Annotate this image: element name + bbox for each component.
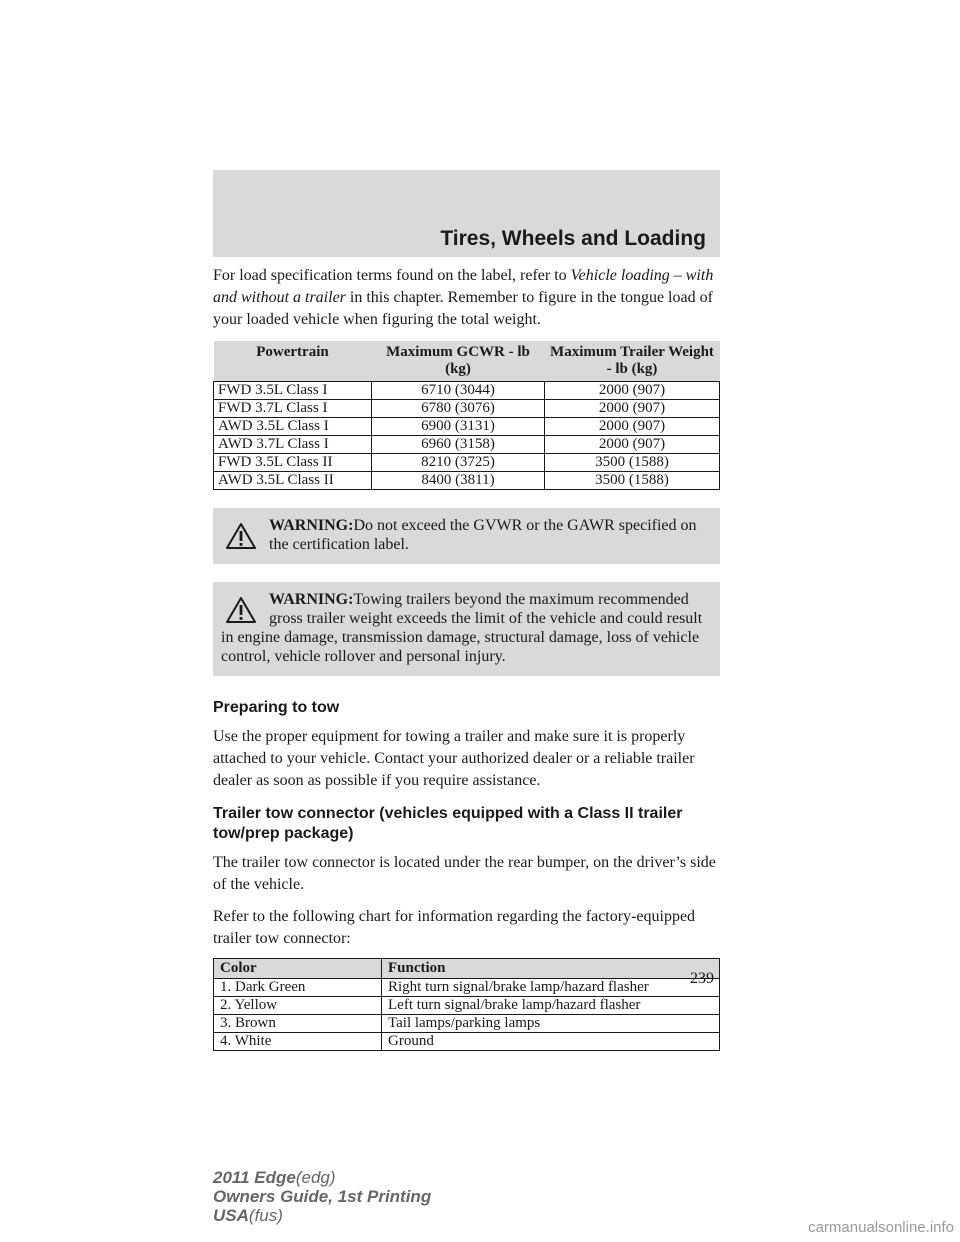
- cell-trailer-weight: 2000 (907): [545, 400, 720, 418]
- towing-spec-table: [213, 341, 720, 490]
- cell-powertrain: AWD 3.7L Class I: [214, 436, 372, 454]
- cell-trailer-weight: 2000 (907): [545, 436, 720, 454]
- connector-paragraph-1: The trailer tow connector is located under the rear bumper, on the driver’s side of the vehicle.: [213, 854, 716, 893]
- cell-powertrain: AWD 3.5L Class II: [214, 472, 372, 490]
- intro-reference: Vehicle loading – with and without a trailer: [213, 267, 714, 306]
- warning-triangle-icon: [225, 596, 257, 624]
- page-content: [213, 265, 720, 1051]
- cell-gcwr: 6780 (3076): [372, 400, 545, 418]
- col-header-gcwr: Maximum GCWR - lb (kg): [372, 341, 545, 382]
- table-row: [214, 1033, 720, 1051]
- watermark: carmanualsonline.info: [808, 1219, 954, 1236]
- footer-model-code: (edg): [295, 1168, 336, 1187]
- warning-text: Do not exceed the GVWR or the GAWR specified on the certification label.: [269, 517, 697, 553]
- table-row: [214, 454, 720, 472]
- cell-trailer-weight: 3500 (1588): [545, 472, 720, 490]
- table-row: [214, 400, 720, 418]
- intro-paragraph: [213, 265, 720, 331]
- cell-color: 1. Dark Green: [214, 979, 382, 997]
- cell-color: 4. White: [214, 1033, 382, 1051]
- intro-text-2: in this chapter. Remember to figure in the tongue load of your loaded vehicle when figuring the total weight.: [213, 289, 713, 328]
- cell-powertrain: AWD 3.5L Class I: [214, 418, 372, 436]
- table-row: [214, 436, 720, 454]
- cell-function: Tail lamps/parking lamps: [382, 1015, 720, 1033]
- cell-gcwr: 8210 (3725): [372, 454, 545, 472]
- cell-function: Left turn signal/brake lamp/hazard flasher: [382, 997, 720, 1015]
- heading-preparing-to-tow: Preparing to tow: [213, 699, 340, 716]
- warning-text: Towing trailers beyond the maximum recommended gross trailer weight exceeds the limit of the vehicle and could result in engine damage, transmission damage, structural damage, loss of vehicle control, vehicle rollover and personal injury.: [221, 591, 703, 665]
- cell-powertrain: FWD 3.5L Class II: [214, 454, 372, 472]
- cell-trailer-weight: 2000 (907): [545, 382, 720, 400]
- connector-color-table: [213, 958, 720, 1051]
- table-row: [214, 1015, 720, 1033]
- col-header-trailer-weight: Maximum Trailer Weight - lb (kg): [545, 341, 720, 382]
- cell-function: Right turn signal/brake lamp/hazard flasher: [382, 979, 720, 997]
- table-row: [214, 979, 720, 997]
- warning-label: WARNING:: [269, 591, 354, 608]
- print-footer: [213, 1168, 431, 1225]
- table-row: [214, 382, 720, 400]
- cell-color: 3. Brown: [214, 1015, 382, 1033]
- cell-function: Ground: [382, 1033, 720, 1051]
- cell-gcwr: 6900 (3131): [372, 418, 545, 436]
- cell-powertrain: FWD 3.5L Class I: [214, 382, 372, 400]
- warning-triangle-icon: [225, 522, 257, 550]
- cell-powertrain: FWD 3.7L Class I: [214, 400, 372, 418]
- table-row: [214, 418, 720, 436]
- header-band: [213, 170, 720, 257]
- cell-gcwr: 6960 (3158): [372, 436, 545, 454]
- table-row: [214, 997, 720, 1015]
- table-header-row: [214, 341, 720, 382]
- col-header-function: Function: [382, 959, 720, 979]
- footer-market: USA: [213, 1206, 249, 1225]
- col-header-powertrain: Powertrain: [214, 341, 372, 382]
- warning-box-gvwr: [213, 508, 720, 564]
- footer-model: 2011 Edge: [213, 1168, 296, 1187]
- cell-trailer-weight: 2000 (907): [545, 418, 720, 436]
- table-header-row: [214, 959, 720, 979]
- table-row: [214, 472, 720, 490]
- intro-text-1: For load specification terms found on the label, refer to: [213, 267, 571, 284]
- section-title: Tires, Wheels and Loading: [440, 227, 706, 250]
- connector-paragraph-2: Refer to the following chart for information regarding the factory-equipped trailer tow connector:: [213, 908, 696, 947]
- col-header-color: Color: [214, 959, 382, 979]
- warning-box-towing: [213, 582, 720, 676]
- cell-color: 2. Yellow: [214, 997, 382, 1015]
- page-number: 239: [690, 970, 714, 987]
- heading-tow-connector: Trailer tow connector (vehicles equipped with a Class II trailer tow/prep package): [213, 805, 683, 842]
- warning-label: WARNING:: [269, 517, 354, 534]
- cell-gcwr: 8400 (3811): [372, 472, 545, 490]
- footer-market-code: (fus): [248, 1206, 283, 1225]
- footer-edition: Owners Guide, 1st Printing: [213, 1187, 432, 1206]
- cell-trailer-weight: 3500 (1588): [545, 454, 720, 472]
- preparing-paragraph: Use the proper equipment for towing a trailer and make sure it is properly attached to your vehicle. Contact your authorized dealer or a reliable trailer dealer as soon as possible if you require assistance.: [213, 728, 695, 789]
- cell-gcwr: 6710 (3044): [372, 382, 545, 400]
